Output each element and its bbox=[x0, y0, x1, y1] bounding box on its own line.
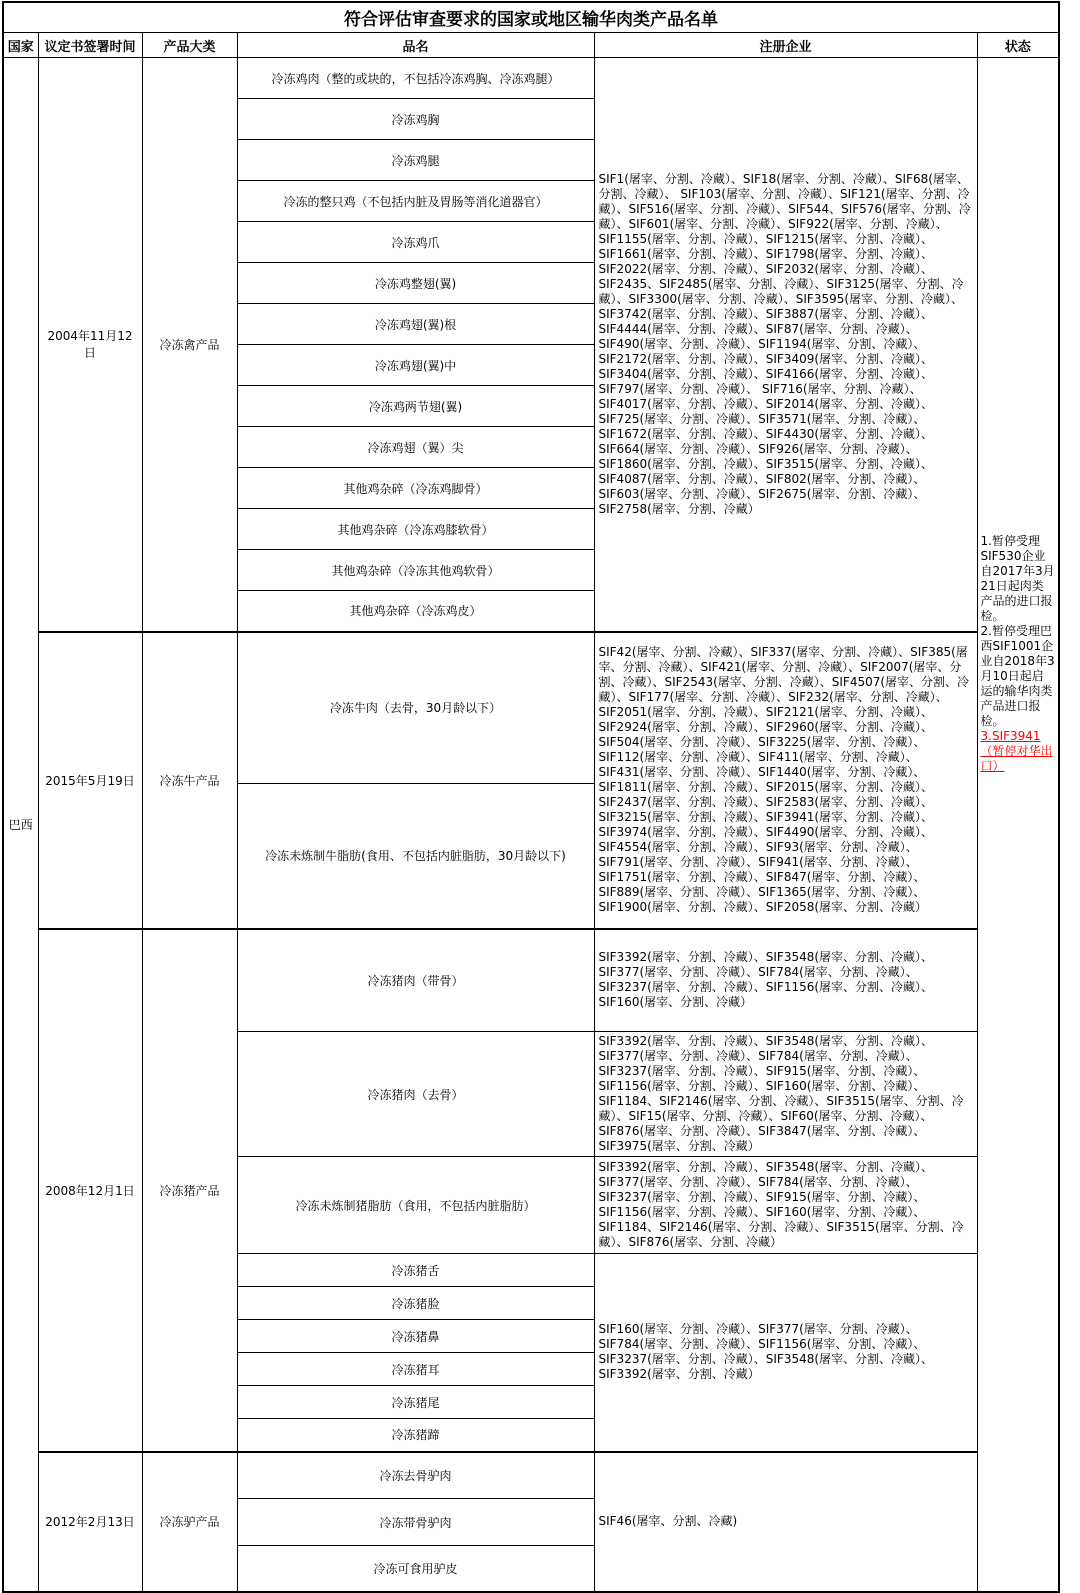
status-note-1: 1.暂停受理SIF530企业自2017年3月21日起肉类产品的进口报检。 bbox=[980, 534, 1055, 624]
product-cell: 冷冻未炼制牛脂肪(食用、不包括内脏脂肪，30月龄以下) bbox=[237, 784, 594, 929]
enterprises-cell-pork-bone-in: SIF3392(屠宰、分割、冷藏）、SIF3548(屠宰、分割、冷藏）、SIF377(屠宰、分割、冷藏）、SIF784(屠宰、分割、冷藏）、SIF3237(屠宰、分割、冷藏）、SIF1156(屠宰、分割、冷藏）、SIF160(屠宰、分割、冷藏） bbox=[594, 929, 977, 1032]
product-cell: 冷冻鸡胸 bbox=[237, 99, 594, 140]
header-product: 品名 bbox=[237, 33, 594, 58]
product-cell: 冷冻猪肉（带骨） bbox=[237, 929, 594, 1032]
status-note-3: 3.SIF3941（暂停对华出口） bbox=[980, 729, 1053, 774]
date-cell-poultry: 2004年11月12日 bbox=[38, 58, 142, 632]
product-cell: 冷冻鸡肉（整的或块的，不包括冷冻鸡胸、冷冻鸡腿） bbox=[237, 58, 594, 99]
category-cell-pork: 冷冻猪产品 bbox=[142, 929, 237, 1452]
product-cell: 冷冻猪舌 bbox=[237, 1254, 594, 1287]
date-cell-pork: 2008年12月1日 bbox=[38, 929, 142, 1452]
table-row bbox=[3, 929, 1059, 1032]
date-cell-donkey: 2012年2月13日 bbox=[38, 1452, 142, 1592]
product-cell: 冷冻猪尾 bbox=[237, 1386, 594, 1419]
product-cell: 冷冻鸡爪 bbox=[237, 222, 594, 263]
product-cell: 冷冻猪耳 bbox=[237, 1353, 594, 1386]
product-cell: 冷冻可食用驴皮 bbox=[237, 1546, 594, 1592]
product-cell: 冷冻鸡两节翅(翼) bbox=[237, 386, 594, 427]
category-cell-beef: 冷冻牛产品 bbox=[142, 632, 237, 929]
enterprises-cell-pork-offal: SIF160(屠宰、分割、冷藏）、SIF377(屠宰、分割、冷藏）、SIF784(屠宰、分割、冷藏）、SIF1156(屠宰、分割、冷藏）、SIF3237(屠宰、分割、冷藏）、SIF3548(屠宰、分割、冷藏）、SIF3392(屠宰、分割、冷藏） bbox=[594, 1254, 977, 1452]
product-cell: 冷冻猪蹄 bbox=[237, 1419, 594, 1452]
category-cell-poultry: 冷冻禽产品 bbox=[142, 58, 237, 632]
enterprises-cell-donkey: SIF46(屠宰、分割、冷藏) bbox=[594, 1452, 977, 1592]
enterprises-cell-pork-fat: SIF3392(屠宰、分割、冷藏）、SIF3548(屠宰、分割、冷藏）、SIF377(屠宰、分割、冷藏）、SIF784(屠宰、分割、冷藏）、SIF3237(屠宰、分割、冷藏）、SIF915(屠宰、分割、冷藏）、SIF1156(屠宰、分割、冷藏）、SIF160(屠宰、分割、冷藏）、SIF1184、SIF2146(屠宰、分割、冷藏）、SIF3515(屠宰、分割、冷藏）、SIF876(屠宰、分割、冷藏） bbox=[594, 1157, 977, 1254]
table-row bbox=[3, 632, 1059, 784]
product-cell: 冷冻鸡翅（翼）尖 bbox=[237, 427, 594, 468]
header-row bbox=[3, 33, 1059, 58]
enterprises-cell-pork-boneless: SIF3392(屠宰、分割、冷藏）、SIF3548(屠宰、分割、冷藏）、SIF377(屠宰、分割、冷藏）、SIF784(屠宰、分割、冷藏）、SIF3237(屠宰、分割、冷藏）、SIF915(屠宰、分割、冷藏）、SIF1156(屠宰、分割、冷藏）、SIF160(屠宰、分割、冷藏）、SIF1184、SIF2146(屠宰、分割、冷藏）、SIF3515(屠宰、分割、冷藏）、SIF15(屠宰、分割、冷藏）、SIF60(屠宰、分割、冷藏）、SIF876(屠宰、分割、冷藏）、SIF3847(屠宰、分割、冷藏）、SIF3975(屠宰、分割、冷藏） bbox=[594, 1032, 977, 1157]
product-cell: 冷冻未炼制猪脂肪（食用，不包括内脏脂肪） bbox=[237, 1157, 594, 1254]
enterprises-cell-beef: SIF42(屠宰、分割、冷藏）、SIF337(屠宰、分割、冷藏）、SIF385(屠宰、分割、冷藏）、SIF421(屠宰、分割、冷藏）、SIF2007(屠宰、分割、冷藏）、SIF2543(屠宰、分割、冷藏）、SIF4507(屠宰、分割、冷藏）、SIF177(屠宰、分割、冷藏）、SIF232(屠宰、分割、冷藏）、SIF2051(屠宰、分割、冷藏）、SIF2121(屠宰、分割、冷藏）、SIF2924(屠宰、分割、冷藏）、SIF2960(屠宰、分割、冷藏）、SIF504(屠宰、分割、冷藏）、SIF3225(屠宰、分割、冷藏）、SIF112(屠宰、分割、冷藏）、SIF411(屠宰、分割、冷藏）、SIF431(屠宰、分割、冷藏）、SIF1440(屠宰、分割、冷藏）、SIF1811(屠宰、分割、冷藏）、SIF2015(屠宰、分割、冷藏）、SIF2437(屠宰、分割、冷藏）、SIF2583(屠宰、分割、冷藏）、SIF3215(屠宰、分割、冷藏）、SIF3941(屠宰、分割、冷藏）、SIF3974(屠宰、分割、冷藏）、SIF4490(屠宰、分割、冷藏）、SIF4554(屠宰、分割、冷藏）、SIF93(屠宰、分割、冷藏）、SIF791(屠宰、分割、冷藏）、SIF941(屠宰、分割、冷藏）、SIF1751(屠宰、分割、冷藏）、SIF847(屠宰、分割、冷藏）、SIF889(屠宰、分割、冷藏）、SIF1365(屠宰、分割、冷藏）、SIF1900(屠宰、分割、冷藏）、SIF2058(屠宰、分割、冷藏） bbox=[594, 632, 977, 929]
header-status: 状态 bbox=[977, 33, 1059, 58]
product-cell: 冷冻带骨驴肉 bbox=[237, 1499, 594, 1546]
product-cell: 冷冻鸡翅(翼)根 bbox=[237, 304, 594, 345]
status-cell bbox=[977, 58, 1059, 1592]
product-cell: 冷冻猪肉（去骨） bbox=[237, 1032, 594, 1157]
header-date: 议定书签署时间 bbox=[38, 33, 142, 58]
product-cell: 其他鸡杂碎（冷冻鸡皮） bbox=[237, 591, 594, 632]
header-category: 产品大类 bbox=[142, 33, 237, 58]
header-enterprises: 注册企业 bbox=[594, 33, 977, 58]
page-title: 符合评估审查要求的国家或地区输华肉类产品名单 bbox=[3, 2, 1059, 33]
product-cell: 冷冻鸡腿 bbox=[237, 140, 594, 181]
product-cell: 冷冻猪鼻 bbox=[237, 1320, 594, 1353]
table-row bbox=[3, 58, 1059, 99]
product-cell: 其他鸡杂碎（冷冻鸡脚骨） bbox=[237, 468, 594, 509]
product-cell: 其他鸡杂碎（冷冻其他鸡软骨） bbox=[237, 550, 594, 591]
product-cell: 冷冻鸡整翅(翼) bbox=[237, 263, 594, 304]
product-cell: 冷冻的整只鸡（不包括内脏及胃肠等消化道器官） bbox=[237, 181, 594, 222]
product-cell: 冷冻猪脸 bbox=[237, 1287, 594, 1320]
enterprises-cell-poultry: SIF1(屠宰、分割、冷藏）、SIF18(屠宰、分割、冷藏）、SIF68(屠宰、分割、冷藏）、 SIF103(屠宰、分割、冷藏）、SIF121(屠宰、分割、冷藏）、SIF516(屠宰、分割、冷藏）、SIF544、SIF576(屠宰、分割、冷藏）、SIF601(屠宰、分割、冷藏）、SIF922(屠宰、分割、冷藏）、SIF1155(屠宰、分割、冷藏）、SIF1215(屠宰、分割、冷藏）、SIF1661(屠宰、分割、冷藏）、SIF1798(屠宰、分割、冷藏）、SIF2022(屠宰、分割、冷藏）、SIF2032(屠宰、分割、冷藏）、SIF2435、SIF2485(屠宰、分割、冷藏）、SIF3125(屠宰、分割、冷藏）、SIF3300(屠宰、分割、冷藏）、SIF3595(屠宰、分割、冷藏）、SIF3742(屠宰、分割、冷藏）、SIF3887(屠宰、分割、冷藏）、SIF4444(屠宰、分割、冷藏）、SIF87(屠宰、分割、冷藏）、SIF490(屠宰、分割、冷藏）、SIF1194(屠宰、分割、冷藏）、SIF2172(屠宰、分割、冷藏）、SIF3409(屠宰、分割、冷藏）、SIF3404(屠宰、分割、冷藏）、SIF4166(屠宰、分割、冷藏）、SIF797(屠宰、分割、冷藏）、 SIF716(屠宰、分割、冷藏）、SIF4017(屠宰、分割、冷藏）、SIF2014(屠宰、分割、冷藏）、SIF725(屠宰、分割、冷藏）、SIF3571(屠宰、分割、冷藏）、SIF1672(屠宰、分割、冷藏）、SIF4430(屠宰、分割、冷藏）、SIF664(屠宰、分割、冷藏）、SIF926(屠宰、分割、冷藏）、SIF1860(屠宰、分割、冷藏）、SIF3515(屠宰、分割、冷藏）、SIF4087(屠宰、分割、冷藏）、SIF802(屠宰、分割、冷藏）、SIF603(屠宰、分割、冷藏）、SIF2675(屠宰、分割、冷藏）、SIF2758(屠宰、分割、冷藏） bbox=[594, 58, 977, 632]
table-row bbox=[3, 1452, 1059, 1499]
product-cell: 冷冻鸡翅(翼)中 bbox=[237, 345, 594, 386]
date-cell-beef: 2015年5月19日 bbox=[38, 632, 142, 929]
header-country: 国家 bbox=[3, 33, 38, 58]
country-cell: 巴西 bbox=[3, 58, 38, 1592]
status-notes bbox=[981, 534, 1056, 774]
product-cell: 冷冻牛肉（去骨，30月龄以下） bbox=[237, 632, 594, 784]
status-note-2: 2.暂停受理巴西SIF1001企业自2018年3月10日起启运的输华肉类产品进口报检。 bbox=[980, 624, 1055, 729]
product-cell: 冷冻去骨驴肉 bbox=[237, 1452, 594, 1499]
product-cell: 其他鸡杂碎（冷冻鸡膝软骨） bbox=[237, 509, 594, 550]
export-products-table bbox=[2, 1, 1060, 1593]
category-cell-donkey: 冷冻驴产品 bbox=[142, 1452, 237, 1592]
